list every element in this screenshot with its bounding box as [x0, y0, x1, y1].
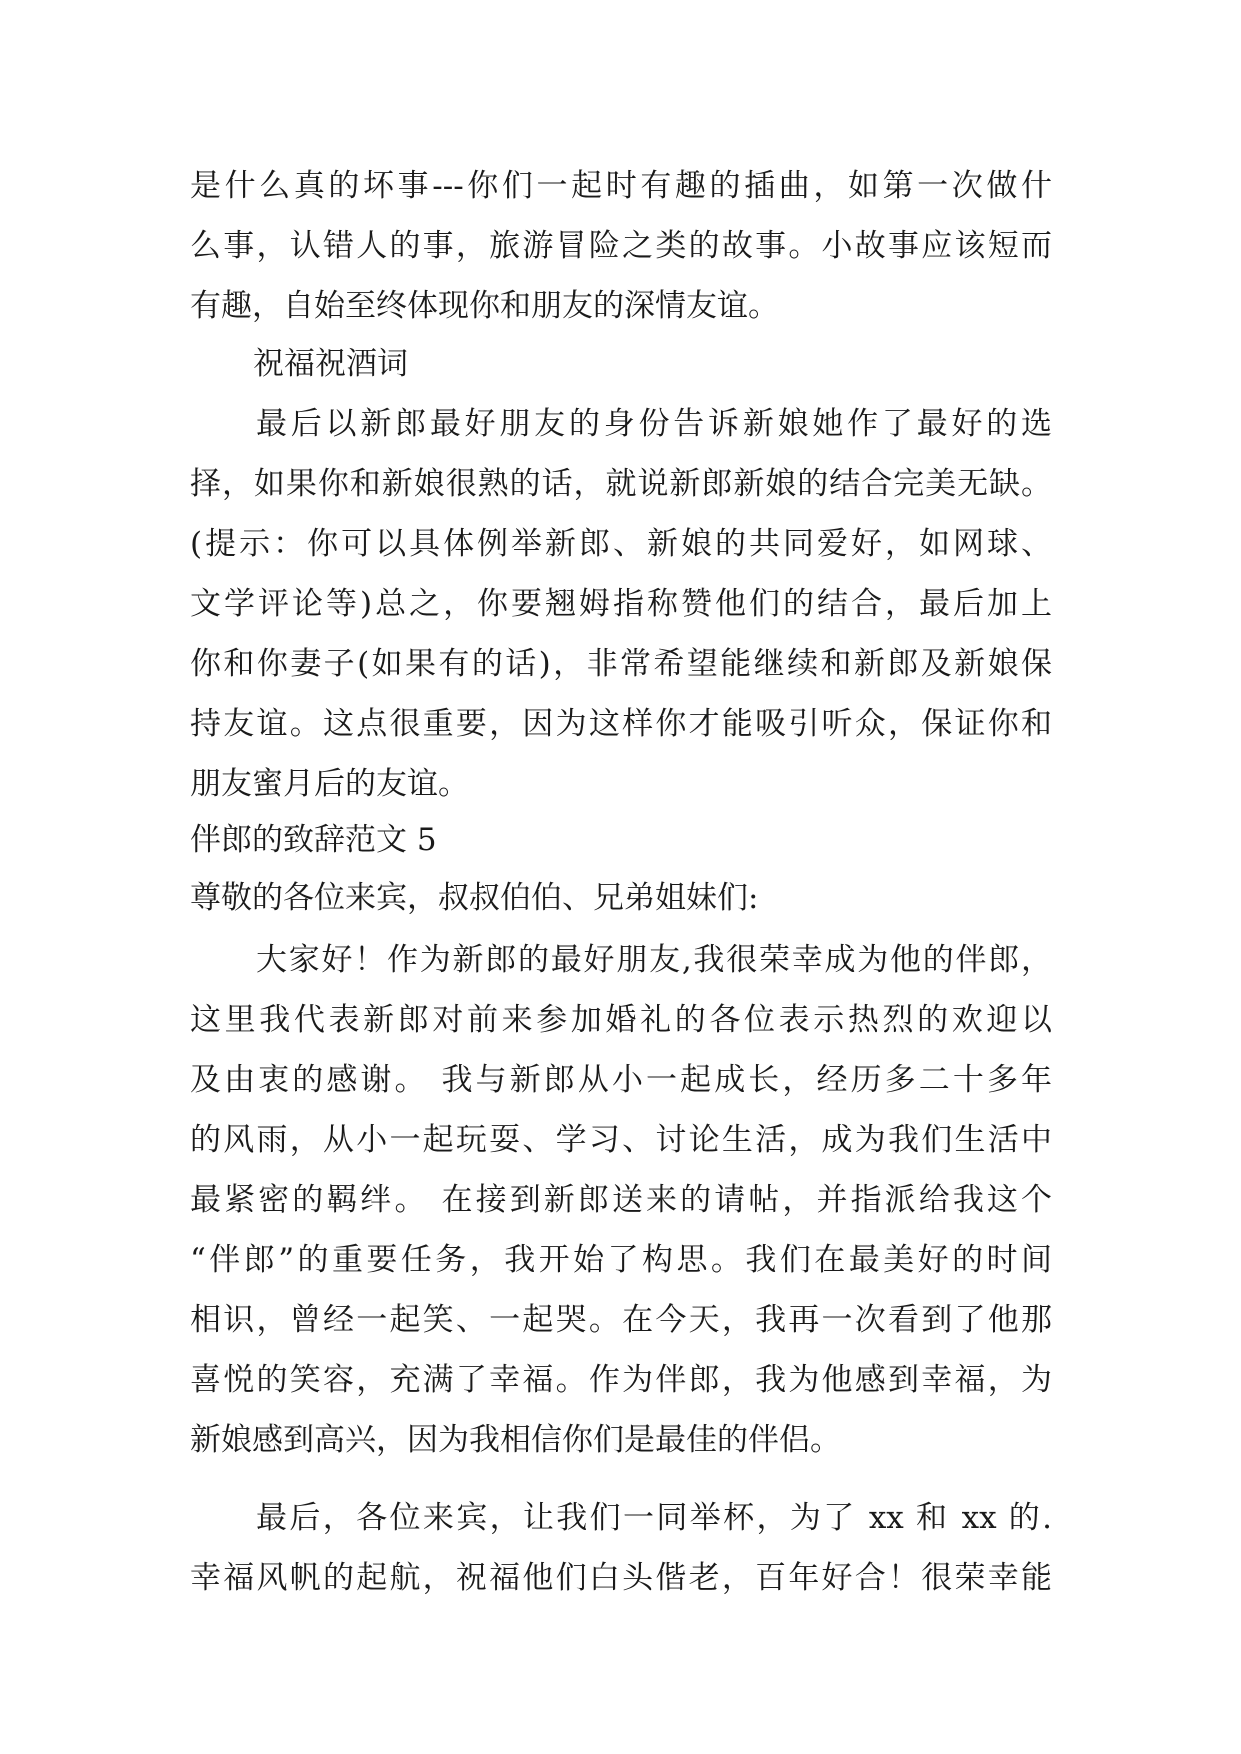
text-line: 文学评论等)总之，你要翘姆指称赞他们的结合，最后加上	[190, 586, 1052, 622]
text-line: 的风雨，从小一起玩耍、学习、讨论生活，成为我们生活中	[190, 1122, 1052, 1158]
text-line: 幸福风帆的起航，祝福他们白头偕老，百年好合！很荣幸能	[190, 1560, 1052, 1596]
text-line: 相识，曾经一起笑、一起哭。在今天，我再一次看到了他那	[190, 1302, 1052, 1338]
text-line: 最后，各位来宾，让我们一同举杯，为了 xx 和 xx 的.	[256, 1500, 1052, 1536]
text-line: 择，如果你和新娘很熟的话，就说新郎新娘的结合完美无缺。	[190, 466, 1052, 502]
salutation: 尊敬的各位来宾，叔叔伯伯、兄弟姐妹们:	[190, 880, 759, 916]
text-line: 朋友蜜月后的友谊。	[190, 766, 469, 802]
text-line: 最紧密的羁绊。 在接到新郎送来的请帖，并指派给我这个	[190, 1182, 1052, 1218]
text-line: 及由衷的感谢。 我与新郎从小一起成长，经历多二十多年	[190, 1062, 1052, 1098]
text-line: 喜悦的笑容，充满了幸福。作为伴郎，我为他感到幸福，为	[190, 1362, 1052, 1398]
text-line: 有趣，自始至终体现你和朋友的深情友谊。	[190, 288, 779, 324]
text-line: 么事，认错人的事，旅游冒险之类的故事。小故事应该短而	[190, 228, 1052, 264]
text-line: (提示：你可以具体例举新郎、新娘的共同爱好，如网球、	[190, 526, 1052, 562]
text-line: 新娘感到高兴，因为我相信你们是最佳的伴侣。	[190, 1422, 841, 1458]
text-line: 这里我代表新郎对前来参加婚礼的各位表示热烈的欢迎以	[190, 1002, 1052, 1038]
text-line: 大家好！作为新郎的最好朋友,我很荣幸成为他的伴郎，	[256, 942, 1052, 978]
section-heading: 祝福祝酒词	[253, 346, 408, 382]
text-line: 你和你妻子(如果有的话)，非常希望能继续和新郎及新娘保	[190, 646, 1052, 682]
text-line: “伴郎”的重要任务，我开始了构思。我们在最美好的时间	[190, 1242, 1052, 1278]
text-line: 持友谊。这点很重要，因为这样你才能吸引听众，保证你和	[190, 706, 1052, 742]
section-title: 伴郎的致辞范文 5	[190, 822, 437, 858]
text-line: 是什么真的坏事---你们一起时有趣的插曲，如第一次做什	[190, 168, 1052, 204]
text-line: 最后以新郎最好朋友的身份告诉新娘她作了最好的选	[256, 406, 1052, 442]
